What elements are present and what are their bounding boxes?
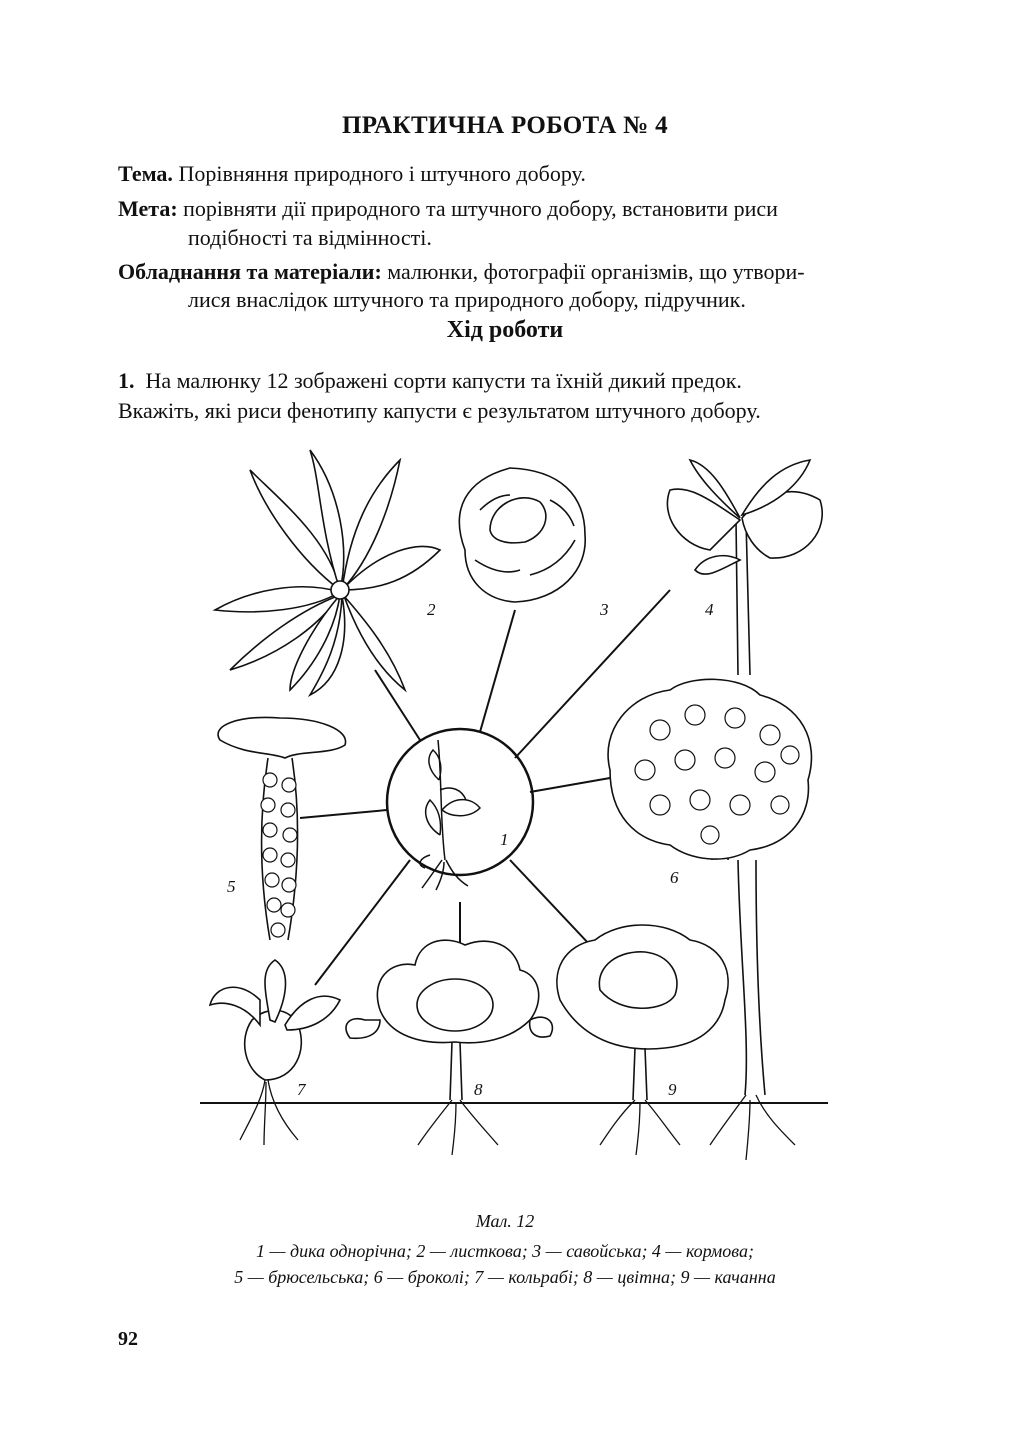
connector-3 bbox=[480, 610, 515, 732]
tema-text: Порівняння природного і штучного добору. bbox=[178, 161, 586, 186]
meta-text-2: подібності та відмінності. bbox=[188, 225, 432, 250]
cabbage-varieties-figure bbox=[190, 440, 840, 1190]
figure-label-5: 5 bbox=[227, 877, 236, 896]
plant-3-savoy bbox=[459, 468, 585, 602]
procedure-heading: Хід роботи bbox=[446, 317, 564, 343]
connector-5 bbox=[300, 810, 387, 818]
page-title: ПРАКТИЧНА РОБОТА № 4 bbox=[342, 112, 668, 139]
plant-4-fodder bbox=[667, 460, 822, 675]
meta-line-1 bbox=[118, 195, 778, 223]
figure-label-9: 9 bbox=[668, 1080, 677, 1099]
plant-5-brussels bbox=[218, 717, 345, 940]
equipment-label: Обладнання та матеріали: bbox=[118, 259, 382, 284]
plant-6-broccoli bbox=[608, 679, 811, 1160]
wild-ancestor-circle bbox=[387, 729, 533, 875]
figure-caption-title: Мал. 12 bbox=[475, 1211, 535, 1231]
task-1-text-2: Вкажіть, які риси фенотипу капусти є результатом штучного добору. bbox=[118, 398, 761, 423]
meta-text-1: порівняти дії природного та штучного добору, встановити риси bbox=[183, 196, 778, 221]
tema-label: Тема. bbox=[118, 161, 173, 186]
equipment-line-1 bbox=[118, 258, 805, 286]
task-1-number: 1. bbox=[118, 368, 135, 393]
figure-label-1: 1 bbox=[500, 830, 509, 849]
figure-caption-line-1: 1 — дика однорічна; 2 — листкова; 3 — савойська; 4 — кормова; bbox=[256, 1241, 754, 1261]
plant-7-kohlrabi bbox=[210, 960, 340, 1145]
task-1-text-1: На малюнку 12 зображені сорти капусти та їхній дикий предок. bbox=[145, 368, 742, 393]
plant-2-leafy bbox=[215, 450, 440, 695]
task-1-line-1 bbox=[118, 366, 918, 396]
equipment-text-2: лися внаслідок штучного та природного добору, підручник. bbox=[188, 287, 746, 312]
figure-label-6: 6 bbox=[670, 868, 679, 887]
page-number: 92 bbox=[118, 1328, 138, 1350]
plant-9-head-cabbage bbox=[557, 925, 728, 1155]
figure-label-3: 3 bbox=[600, 600, 609, 619]
plant-8-cauliflower bbox=[346, 940, 552, 1155]
connector-6 bbox=[530, 778, 610, 792]
figure-label-8: 8 bbox=[474, 1080, 483, 1099]
task-1 bbox=[118, 366, 918, 426]
meta-label: Мета: bbox=[118, 196, 178, 221]
equipment-text-1: малюнки, фотографії організмів, що утвори- bbox=[387, 259, 805, 284]
figure-label-7: 7 bbox=[297, 1080, 306, 1099]
figure-caption-line-2: 5 — брюсельська; 6 — броколі; 7 — кольрабі; 8 — цвітна; 9 — качанна bbox=[234, 1267, 776, 1287]
tema-line bbox=[118, 160, 586, 188]
connector-9 bbox=[510, 860, 590, 945]
figure-label-4: 4 bbox=[705, 600, 714, 619]
figure-drawing bbox=[190, 440, 840, 1190]
figure-label-2: 2 bbox=[427, 600, 436, 619]
